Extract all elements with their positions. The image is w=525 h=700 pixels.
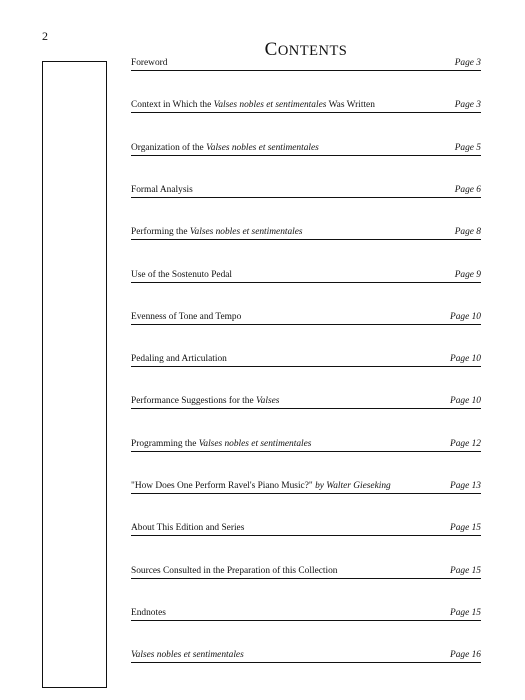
- toc-entry[interactable]: [131, 352, 481, 367]
- toc-entry-page: Page 9: [454, 269, 481, 280]
- toc-entry-title-part: Endnotes: [131, 607, 166, 618]
- toc-entry-page: Page 3: [454, 100, 481, 111]
- toc-entry-title-part: Organization of the: [131, 142, 207, 153]
- toc-entry[interactable]: [131, 98, 481, 113]
- toc-entry-page: Page 6: [454, 184, 481, 195]
- toc-entry-title-part: Valses nobles et sentimentales: [198, 438, 312, 449]
- toc-entry-title-part: by Walter Gieseking: [315, 481, 391, 491]
- toc-entry-title-part: Sources Consulted in the Preparation of this Collection: [131, 565, 338, 576]
- toc-entry-title-part: Use of the Sostenuto Pedal: [131, 269, 233, 280]
- toc-entry-title-part: "How Does One Perform Ravel's Piano Music?": [131, 481, 316, 491]
- toc-entry-title-part: Programming the: [131, 438, 199, 449]
- toc-entry-page: Page 15: [450, 523, 481, 534]
- toc-entry-title-part: Was Written: [326, 100, 375, 111]
- toc-entry[interactable]: [131, 394, 481, 409]
- toc-entry[interactable]: [131, 183, 481, 198]
- toc-entry[interactable]: [131, 437, 481, 452]
- toc-entry-title-part: Valses nobles et sentimentales: [189, 227, 303, 238]
- toc-entry-title-part: Valses nobles et sentimentales: [213, 100, 327, 111]
- toc-entry-title-part: Context in Which the: [131, 100, 214, 111]
- toc-entry-title-part: Pedaling and Articulation: [131, 354, 227, 365]
- toc-entry-page: Page 13: [450, 481, 481, 491]
- title-initial: C: [264, 39, 278, 60]
- toc-entry-title: [131, 353, 227, 365]
- toc-entry[interactable]: [131, 141, 481, 156]
- toc-entry-title: [131, 57, 167, 69]
- toc-entry-title-part: Formal Analysis: [131, 184, 193, 195]
- toc-entry-title: [131, 184, 193, 196]
- toc-entry-title: [131, 311, 241, 323]
- toc-entry-page: Page 10: [450, 396, 481, 407]
- toc-entry-page: Page 15: [450, 565, 481, 576]
- toc-entry-page: Page 10: [450, 311, 481, 322]
- toc-entry-title-part: Performing the: [131, 227, 190, 238]
- toc-entry-page: Page 3: [454, 58, 481, 68]
- toc-entry-page: Page 15: [450, 607, 481, 618]
- table-of-contents: [131, 0, 481, 700]
- toc-entry-title-part: Evenness of Tone and Tempo: [131, 311, 242, 322]
- toc-entry-title: [131, 142, 319, 154]
- toc-entry-title-part: Valses: [255, 396, 280, 407]
- toc-entry[interactable]: [131, 56, 481, 71]
- toc-entry-page: Page 5: [454, 142, 481, 153]
- toc-entry[interactable]: [131, 648, 481, 663]
- toc-entry-title: [131, 649, 244, 661]
- toc-entry-title-part: Foreword: [131, 58, 168, 68]
- toc-entry[interactable]: [131, 606, 481, 621]
- toc-entry-page: Page 12: [450, 438, 481, 449]
- toc-entry-page: Page 8: [454, 227, 481, 238]
- toc-entry[interactable]: [131, 268, 481, 283]
- toc-entry[interactable]: [131, 225, 481, 240]
- toc-entry-title-part: Performance Suggestions for the: [131, 396, 256, 407]
- toc-entry-title: [131, 395, 279, 407]
- toc-entry[interactable]: [131, 564, 481, 579]
- toc-entry-page: Page 10: [450, 354, 481, 365]
- toc-entry-title: [131, 269, 232, 281]
- toc-entry-page: Page 16: [450, 650, 481, 661]
- toc-entry-title: [131, 438, 311, 450]
- toc-entry-title: [131, 480, 391, 492]
- toc-entry[interactable]: [131, 310, 481, 325]
- toc-entry-title: [131, 607, 166, 619]
- toc-entry[interactable]: [131, 521, 481, 536]
- side-margin-box: [42, 61, 107, 688]
- page-number: 2: [42, 29, 48, 43]
- toc-entry-title: [131, 226, 303, 238]
- toc-entry-title: [131, 99, 375, 111]
- toc-entry-title: [131, 565, 337, 577]
- toc-entry[interactable]: [131, 479, 481, 494]
- toc-entry-title: [131, 522, 244, 534]
- toc-entry-title-part: About This Edition and Series: [131, 523, 245, 534]
- toc-entry-title-part: Valses nobles et sentimentales: [131, 650, 244, 661]
- toc-entry-title-part: Valses nobles et sentimentales: [206, 142, 319, 153]
- title-rest: ONTENTS: [277, 43, 348, 59]
